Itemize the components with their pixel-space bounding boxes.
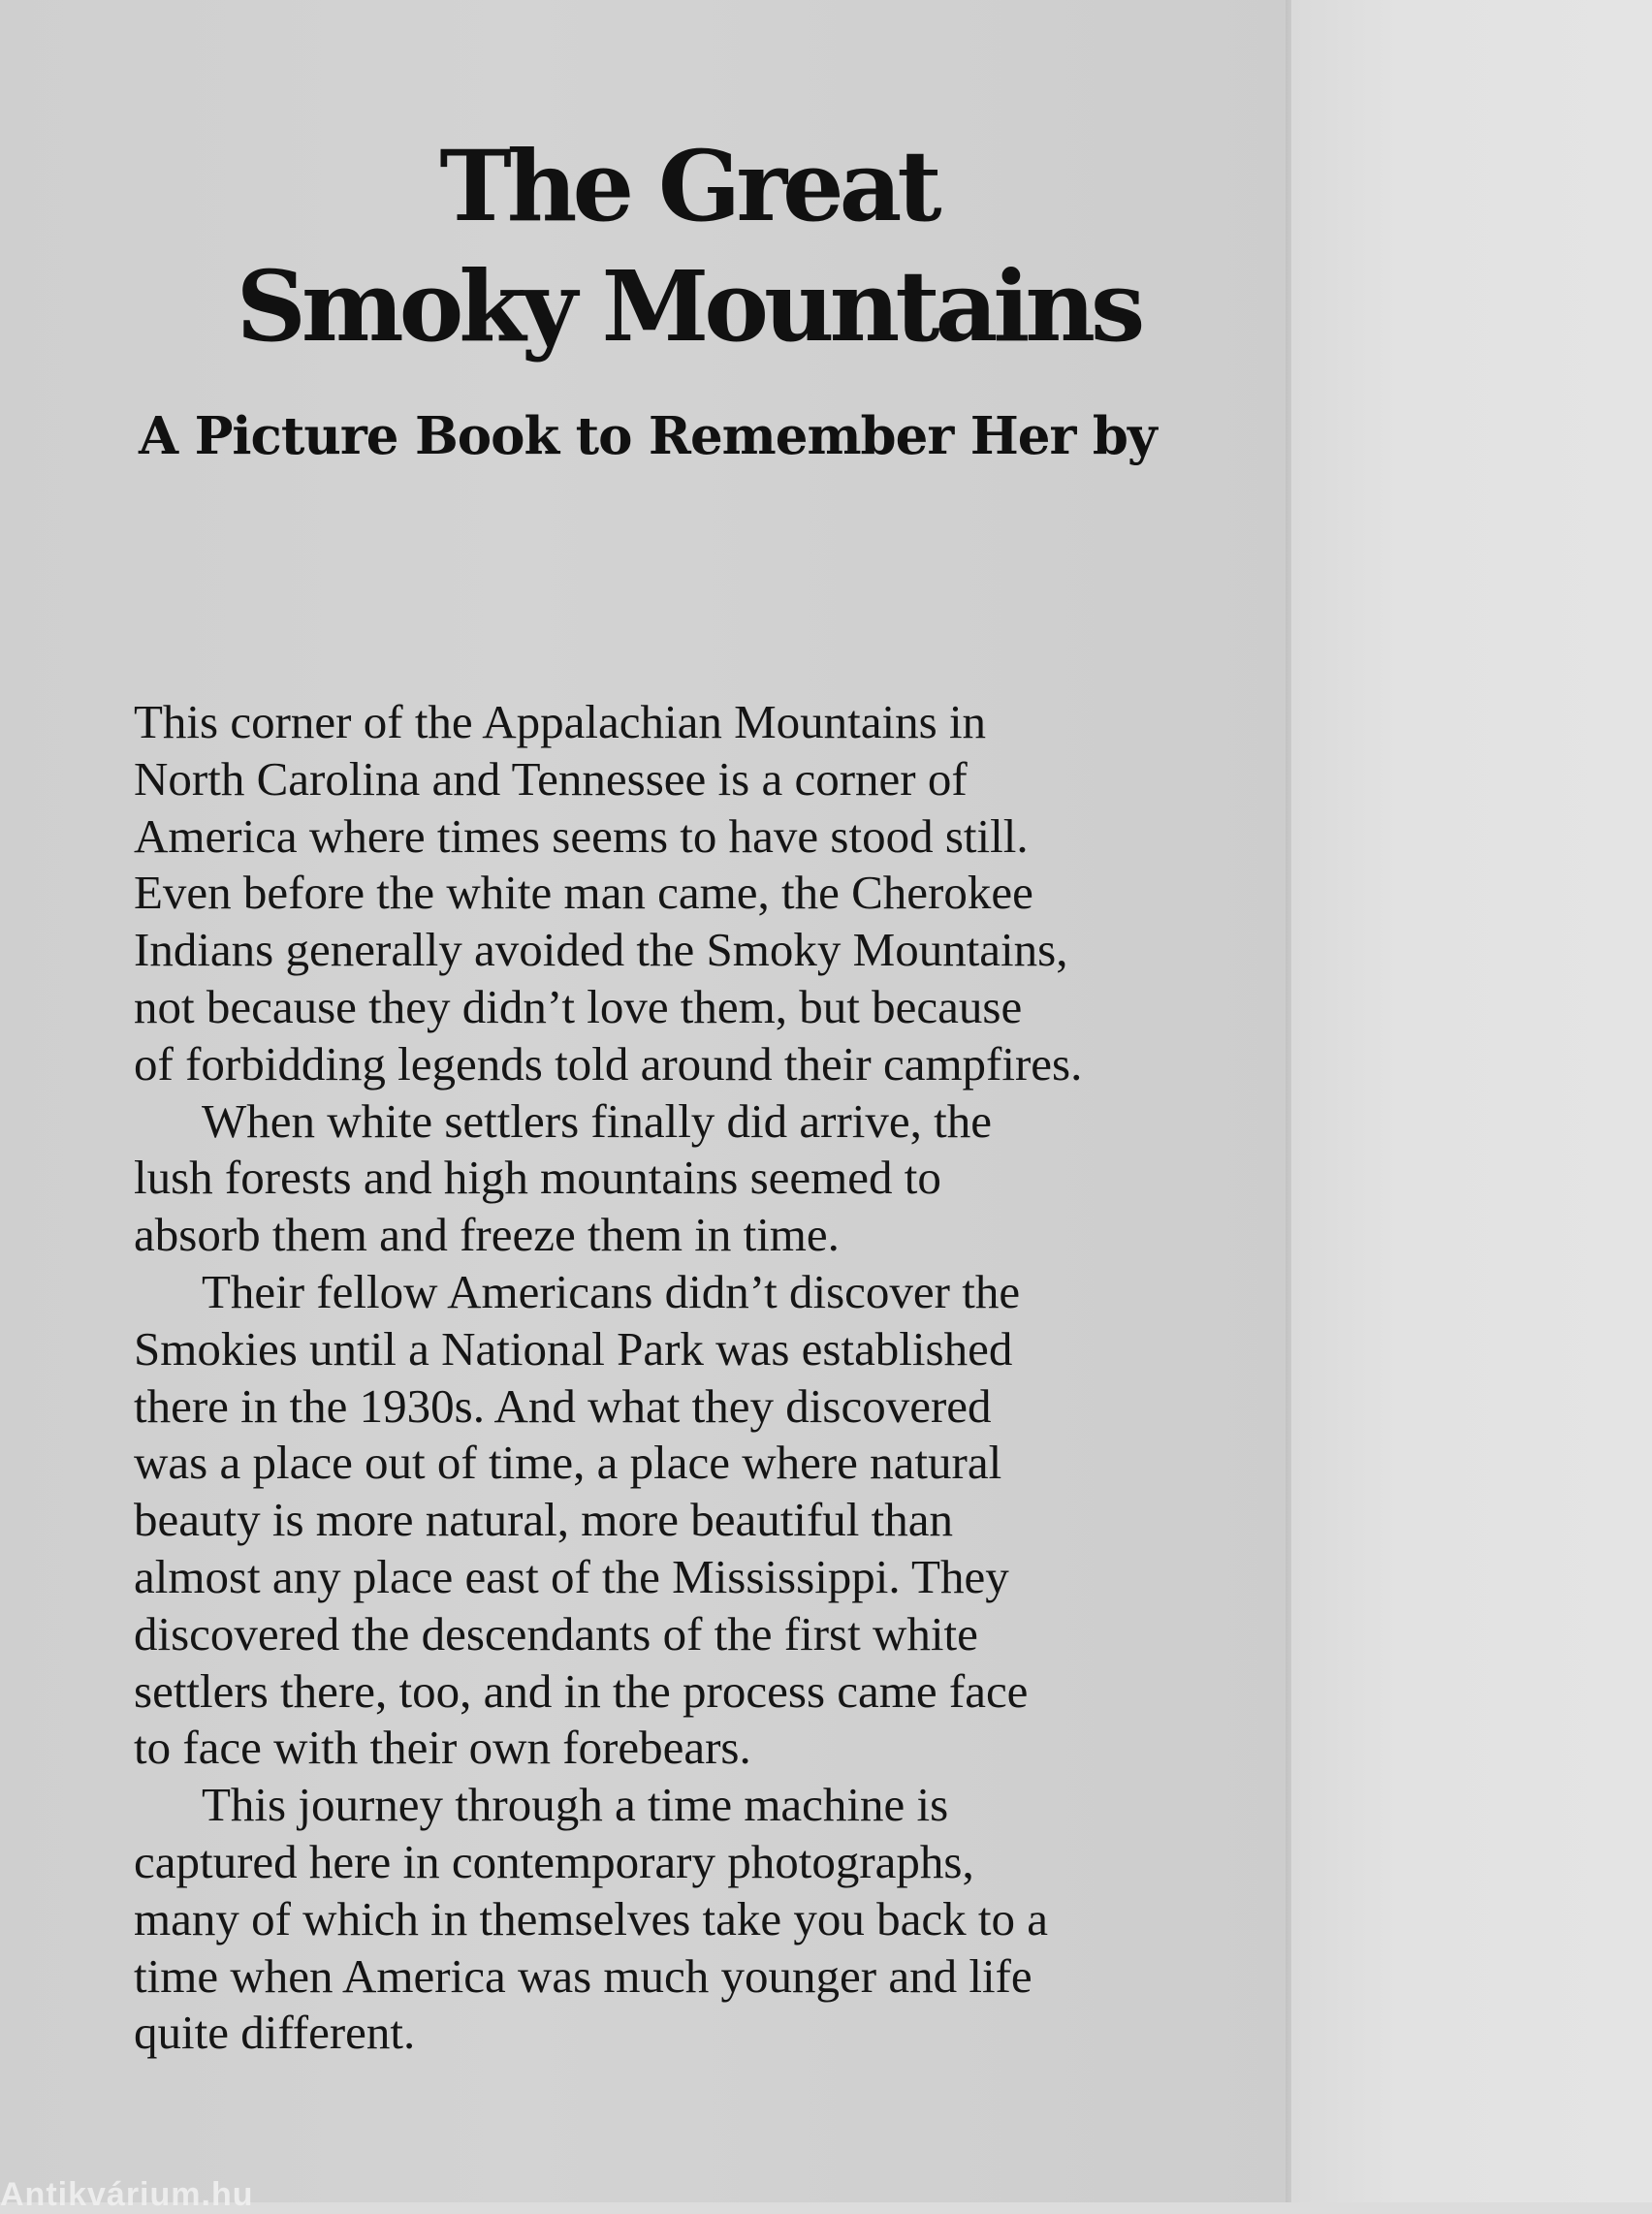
adjacent-page-edge (1291, 0, 1652, 2202)
text-line: was a place out of time, a place where natural (134, 1436, 1002, 1490)
text-line: absorb them and freeze them in time. (134, 1208, 840, 1262)
text-line: Smokies until a National Park was established (134, 1321, 1013, 1376)
paragraph-start-line: This journey through a time machine is (202, 1778, 949, 1832)
text-line: Even before the white man came, the Cherokee (134, 866, 1033, 920)
paragraph-start-line: Their fellow Americans didn’t discover the (202, 1264, 1021, 1318)
watermark: Antikvárium.hu (0, 2176, 254, 2213)
text-line: This corner of the Appalachian Mountains in (134, 695, 987, 748)
text-line: not because they didn’t love them, but because (134, 979, 1023, 1033)
text-line: lush forests and high mountains seemed to (134, 1151, 941, 1205)
text-line: settlers there, too, and in the process came face (134, 1663, 1029, 1718)
text-line: Indians generally avoided the Smoky Mountains, (134, 923, 1068, 977)
blurb-text (134, 694, 1249, 2062)
text-line: beauty is more natural, more beautiful than (134, 1493, 953, 1547)
paragraph-start-line: When white settlers finally did arrive, the (202, 1093, 993, 1148)
text-line: quite different. (134, 2006, 416, 2060)
text-line: time when America was much younger and life (134, 1948, 1032, 2003)
title-line-1: The Great (439, 129, 937, 243)
text-line: discovered the descendants of the first white (134, 1606, 978, 1660)
text-line: almost any place east of the Mississippi. They (134, 1549, 1009, 1603)
text-line: America where times seems to have stood still. (134, 808, 1029, 863)
title-line-2: Smoky Mountains (236, 249, 1141, 364)
text-line: many of which in themselves take you back to a (134, 1891, 1048, 1945)
text-line: North Carolina and Tennessee is a corner of (134, 751, 968, 806)
text-line: of forbidding legends told around their campfires. (134, 1036, 1083, 1091)
book-title (136, 126, 1241, 366)
text-line: captured here in contemporary photographs, (134, 1834, 974, 1888)
book-subtitle: A Picture Book to Remember Her by (139, 406, 1157, 466)
text-line: there in the 1930s. And what they discovered (134, 1378, 992, 1433)
text-line: to face with their own forebears. (134, 1721, 751, 1775)
